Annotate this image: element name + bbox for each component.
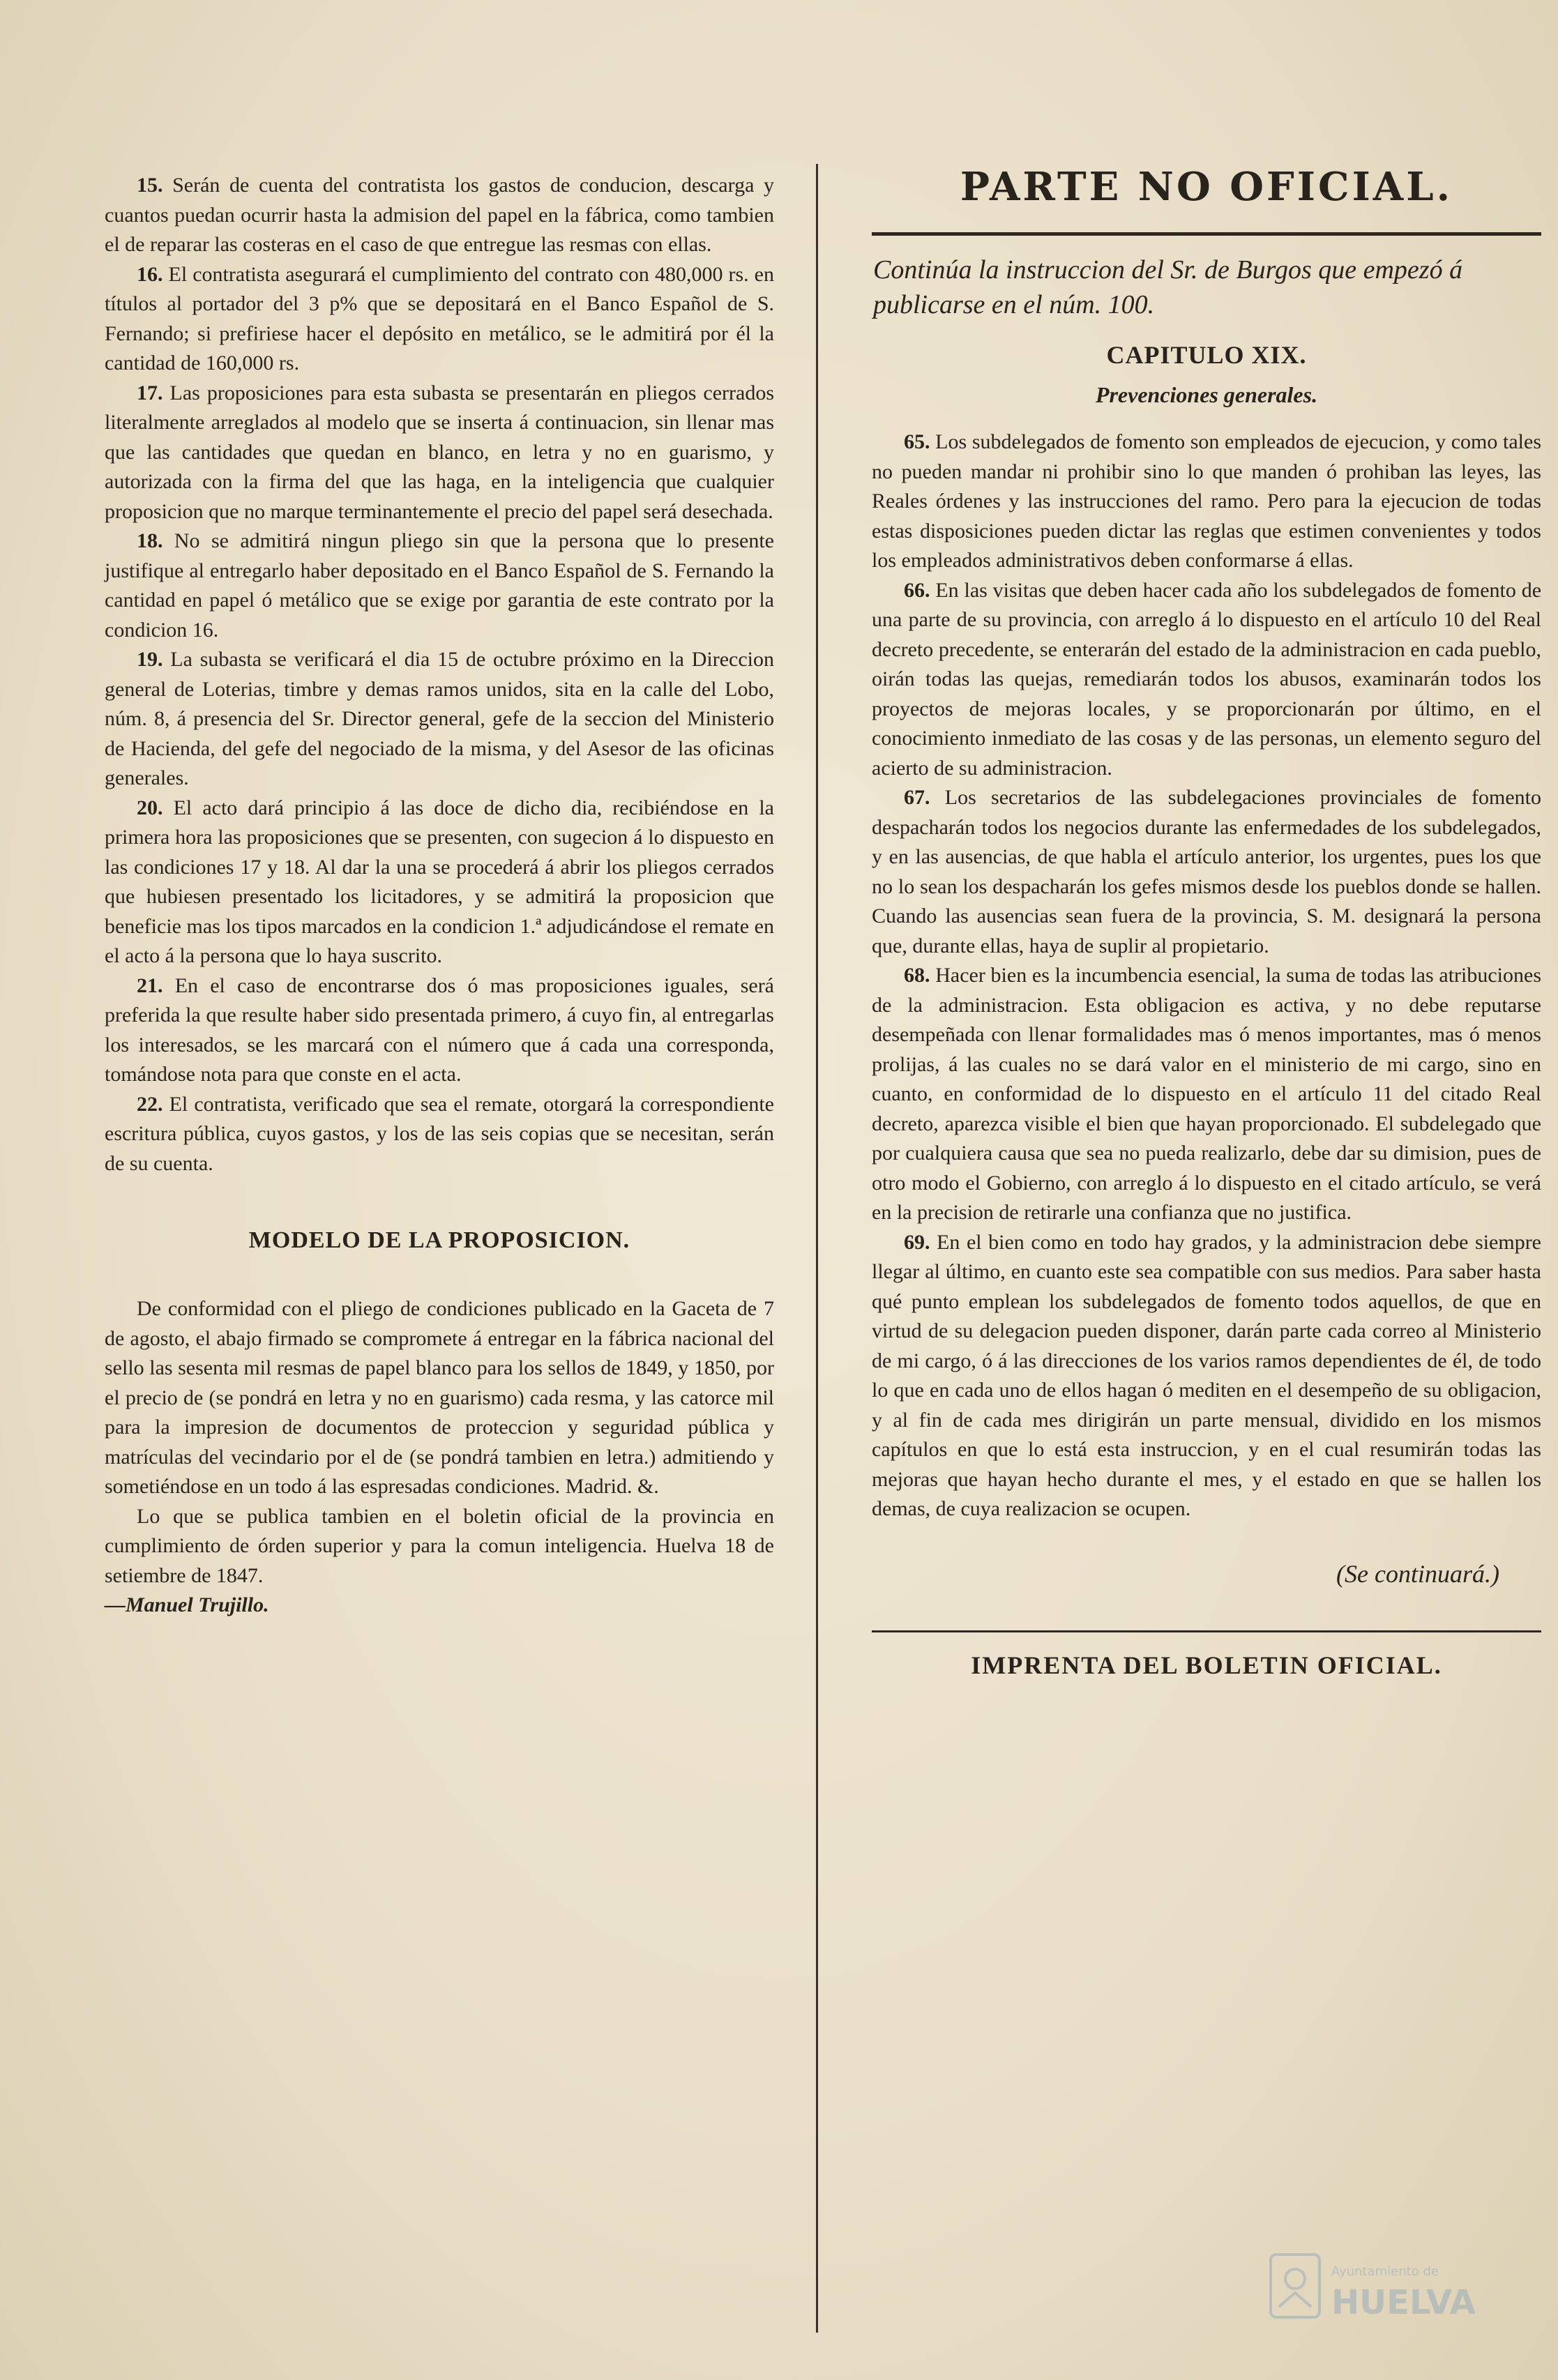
left-paragraph (105, 171, 774, 260)
paragraph-number: 15. (137, 174, 163, 197)
paragraph-number: 17. (137, 381, 163, 404)
paragraph-text: El acto dará principio á las doce de dicho dia, recibiéndose en la primera hora las proposiciones que se presenten, con sugecion á lo dispuesto en las condiciones 17 y 18. Al dar la una se procederá á abrir los pliegos cerrados que hubiesen presentado los licitadores, y se admitirá la proposicion que beneficie mas los tipos marcados en la condicion 1.ª adjudicándose el remate en el acto á la persona que lo haya suscrito. (105, 796, 774, 967)
right-paragraph (872, 783, 1541, 961)
continuation-note: (Se continuará.) (1336, 1559, 1499, 1588)
left-paragraph (105, 645, 774, 794)
watermark-line2: HUELVA (1331, 2283, 1476, 2322)
paragraph-number: 66. (904, 578, 930, 602)
left-paragraph (105, 1090, 774, 1179)
paragraph-number: 18. (137, 529, 163, 552)
right-paragraph (872, 576, 1541, 784)
city-seal-watermark (1265, 2241, 1495, 2338)
paragraph-number: 21. (137, 973, 163, 997)
paragraph-number: 16. (137, 262, 163, 286)
paragraph-text: El contratista, verificado que sea el remate, otorgará la correspondiente escritura pública, cuyos gastos, y los de las seis copias que se necesitan, serán de su cuenta. (105, 1092, 774, 1175)
watermark-line1: Ayuntamiento de (1331, 2264, 1439, 2279)
paragraph-text: Los subdelegados de fomento son empleados de ejecucion, y como tales no pueden mandar ni prohibir sino lo que manden ó prohiban las leyes, las Reales órdenes y las instrucciones del ramo. Pero para la ejecucion de todas estas disposiciones pueden dictar las reglas que estimen convenientes y todos los empleados administrativos deben conformarse á ellas. (872, 430, 1542, 572)
right-paragraph (872, 427, 1541, 576)
paragraph-number: 19. (137, 648, 163, 671)
paragraph-number: 67. (904, 786, 930, 809)
header-rule (872, 232, 1541, 236)
paragraph-text: Los secretarios de las subdelegaciones provinciales de fomento despacharán todos los negocios durante las enfermedades de los subdelegados, y en las ausencias, de que habla el artículo anterior, los urgentes, pues los que no lo sean los despacharán los gefes mismos desde los pueblos donde se hallen. Cuando las ausencias sean fuera de la provincia, S. M. designará la persona que, durante ellas, haya de suplir al propietario. (872, 786, 1542, 957)
left-paragraph (105, 379, 774, 527)
right-column (872, 164, 1542, 1680)
paragraph-text: Hacer bien es la incumbencia esencial, la suma de todas las atribuciones de la administracion. Esta obligacion es activa, y no debe reputarse desempeñada con llenar formalidades mas ó menos importantes, mas ó menos prolijas, á las cuales no se dará valor en el ministerio de mi cargo, sino en cuanto, en conformidad de lo dispuesto en el artículo 11 del citado Real decreto, aparezca visible el bien que hayan proporcionado. El subdelegado que por cualquiera causa que sea no pueda realizarlo, debe dar su dimision, pues de otro modo el Gobierno, con arreglo á lo dispuesto en el citado artículo, se verá en la precision de retirarle una confianza que no justifica. (872, 964, 1542, 1224)
paragraph-number: 65. (904, 430, 930, 453)
left-column (105, 171, 774, 1620)
section-header: PARTE NO OFICIAL. (960, 164, 1453, 210)
left-paragraph (105, 794, 774, 971)
paragraph-text: El contratista asegurará el cumplimiento del contrato con 480,000 rs. en títulos al portador del 3 p% que se depositará en el Banco Español de S. Fernando; si prefiriese hacer el depósito en metálico, se le admitirá por él la cantidad de 160,000 rs. (105, 262, 775, 374)
footer-rule (872, 1630, 1541, 1632)
chapter-subtitle: Prevenciones generales. (1095, 382, 1318, 407)
paragraph-number: 22. (137, 1092, 163, 1116)
paragraph-text: No se admitirá ningun pliego sin que la persona que lo presente justifique al entregarlo haber depositado en el Banco Español de S. Fernando la cantidad en papel ó metálico que se exige por garantia de este contrato por la condicion 16. (105, 529, 774, 642)
paragraph-text: En el bien como en todo hay grados, y la administracion debe siempre llegar al último, en cuanto este sea compatible con sus medios. Para saber hasta qué punto emplean los subdelegados de fomento todos aquellos, de que en virtud de su delegacion pueden disponer, darán parte cada correo al Ministerio de mi cargo, ó á las direcciones de los varios ramos dependientes de él, de todo lo que en cada uno de ellos hagan ó mediten en el desempeño de su obligacion, y al fin de cada mes dirigirán un parte mensual, dividido en los mismos capítulos en que lo está esta instruccion, y en el cual resumirán todas las mejoras que hayan hecho durante el mes, y el estado en que se hallen los demas, de cuya realizacion se ocupen. (872, 1230, 1541, 1520)
printer-imprint: IMPRENTA DEL BOLETIN OFICIAL. (971, 1651, 1442, 1679)
signature: —Manuel Trujillo. (105, 1593, 269, 1616)
paragraph-number: 69. (904, 1230, 930, 1254)
paragraph-number: 68. (904, 964, 930, 987)
modelo-title: MODELO DE LA PROPOSICION. (248, 1227, 630, 1253)
left-paragraphs (105, 171, 774, 1178)
paragraph-number: 20. (137, 796, 163, 819)
chapter-title: CAPITULO XIX. (1106, 341, 1307, 369)
seal-icon (1271, 2254, 1319, 2317)
closing-text: Lo que se publica tambien en el boletin oficial de la provincia en cumplimiento de órden superior y para la comun inteligencia. Huelva 18 de setiembre de 1847. (105, 1504, 774, 1587)
paragraph-text: En las visitas que deben hacer cada año los subdelegados de fomento de una parte de su provincia, con arreglo á lo dispuesto en el artículo 10 del Real decreto precedente, se enterarán del estado de la administracion en cada pueblo, oirán todas las quejas, remediarán todos los abusos, examinarán todos los proyectos de mejoras locales, y se proporcionarán por último, en el conocimiento inmediato de las cosas y de las personas, un elemento seguro del acierto de su administracion. (872, 578, 1542, 780)
paragraph-text: Serán de cuenta del contratista los gastos de conducion, descarga y cuantos puedan ocurrir hasta la admision del papel en la fábrica, como tambien el de reparar las costeras en el caso de que entregue las resmas con ellas. (105, 174, 774, 256)
left-paragraph (105, 526, 774, 645)
right-paragraph (872, 1228, 1541, 1524)
paragraph-text: Las proposiciones para esta subasta se presentarán en pliegos cerrados literalmente arreglados al modelo que se inserta á continuacion, sin llenar mas que las cantidades que quedan en blanco, en letra y no en guarismo, y autorizada con la firma del que las haga, en la inteligencia que cualquier proposicion que no marque terminantemente el precio del papel será desechada. (105, 381, 774, 523)
paragraph-text: En el caso de encontrarse dos ó mas proposiciones iguales, será preferida la que resulte haber sido presentada primero, á cuyo fin, al entregarlas los interesados, se les marcará con el número que á cada una corresponda, tomándose nota para que conste en el acta. (105, 973, 774, 1086)
left-paragraph (105, 971, 774, 1090)
paragraph-text: La subasta se verificará el dia 15 de octubre próximo en la Direccion general de Loterias, timbre y demas ramos unidos, sita en la calle del Lobo, núm. 8, á presencia del Sr. Director general, gefe de la seccion del Ministerio de Hacienda, del gefe del negociado de la misma, y del Asesor de las oficinas generales. (105, 648, 775, 789)
column-divider (816, 164, 818, 2333)
section-subtitle: Continúa la instruccion del Sr. de Burgos que empezó á publicarse en el núm. 100. (873, 255, 1463, 319)
left-paragraph (105, 260, 774, 379)
right-paragraphs (872, 427, 1541, 1524)
modelo-text: De conformidad con el pliego de condiciones publicado en la Gaceta de 7 de agosto, el abajo firmado se compromete á entregar en la fábrica nacional del sello las sesenta mil resmas de papel blanco para los sellos de 1849, y 1850, por el precio de (se pondrá en letra y no en guarismo) cada resma, y las catorce mil para la impresion de documentos de proteccion y seguridad pública y matrículas del vecindario por el de (se pondrá tambien en letra.) admitiendo y sometiéndose en un todo á las espresadas condiciones. Madrid. &. (105, 1297, 774, 1498)
right-paragraph (872, 961, 1541, 1228)
